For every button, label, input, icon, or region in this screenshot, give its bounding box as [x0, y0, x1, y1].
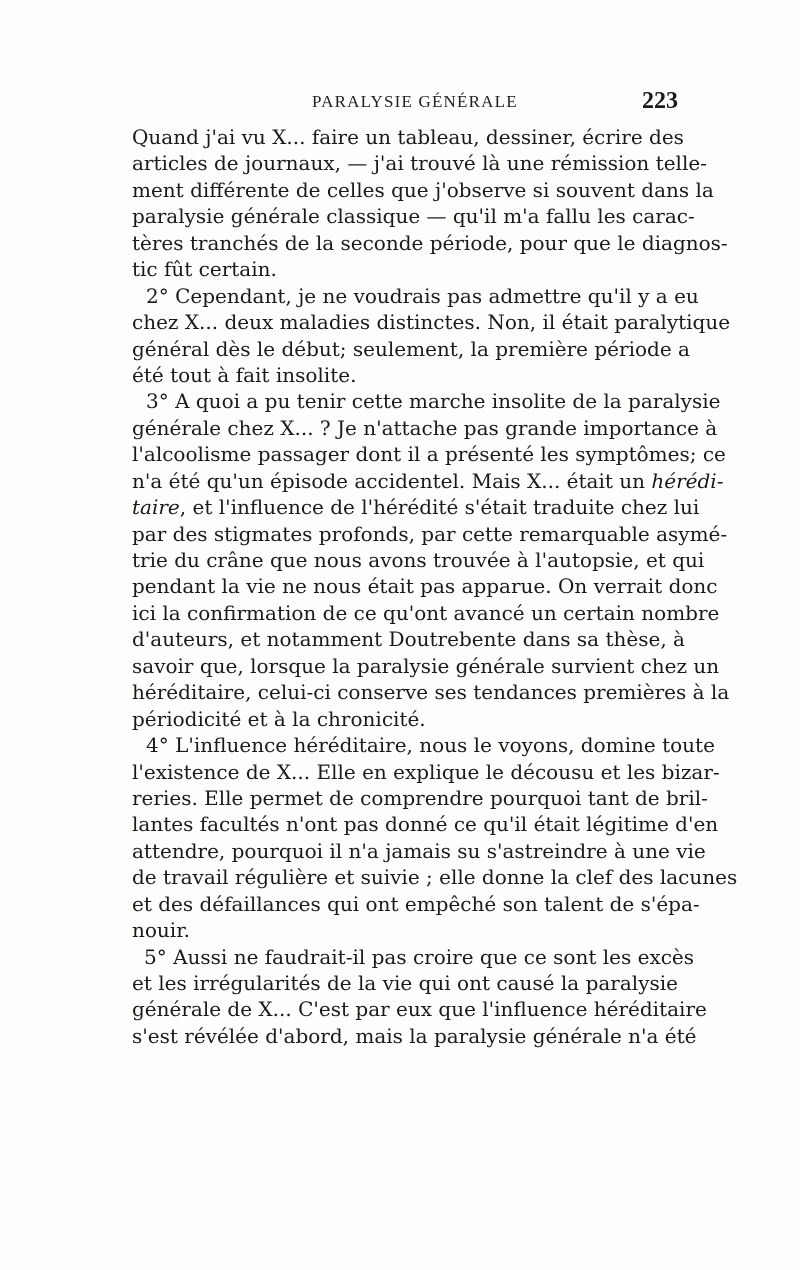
running-head: PARALYSIE GÉNÉRALE: [312, 92, 518, 111]
text-line: nouir.: [132, 918, 190, 943]
text-line: ici la confirmation de ce qu'ont avancé un certain nombre: [132, 600, 720, 625]
text-line: héréditaire, celui-ci conserve ses tendances premières à la: [132, 680, 730, 705]
text-line: général dès le début; seulement, la première période a: [132, 336, 690, 361]
text-line: 3° A quoi a pu tenir cette marche insolite de la paralysie: [146, 389, 721, 414]
text-line: été tout à fait insolite.: [132, 362, 357, 387]
text-line: articles de journaux, — j'ai trouvé là une rémission telle-: [132, 151, 707, 176]
text-line: 5° Aussi ne faudrait-il pas croire que ce sont les excès: [144, 944, 695, 969]
text-line: l'existence de X... Elle en explique le décousu et les bizar-: [132, 759, 720, 784]
text-line: périodicité et à la chronicité.: [132, 706, 426, 731]
text-line: d'auteurs, et notamment Doutrebente dans sa thèse, à: [132, 627, 685, 652]
italic-word: taire: [132, 495, 180, 520]
text-line: et des défaillances qui ont empêché son talent de s'épa-: [132, 891, 700, 916]
body-text: [132, 124, 738, 1049]
text-line: attendre, pourquoi il n'a jamais su s'astreindre à une vie: [132, 838, 706, 863]
italic-word: hérédi-: [651, 468, 724, 493]
page-number: 223: [642, 88, 678, 114]
text-line: 4° L'influence héréditaire, nous le voyons, domine toute: [146, 733, 715, 758]
text-line: générale chez X... ? Je n'attache pas grande importance à: [132, 415, 718, 440]
text-line: trie du crâne que nous avons trouvée à l'autopsie, et qui: [132, 548, 705, 572]
text-line: et les irrégularités de la vie qui ont causé la paralysie: [132, 971, 678, 995]
text-line: tères tranchés de la seconde période, pour que le diagnos-: [132, 230, 728, 255]
text-line: l'alcoolisme passager dont il a présenté les symptômes; ce: [132, 442, 726, 467]
text-line: reries. Elle permet de comprendre pourquoi tant de bril-: [132, 785, 708, 810]
text-line-part: n'a été qu'un épisode accidentel. Mais X... était un: [132, 468, 652, 493]
text-line: paralysie générale classique — qu'il m'a fallu les carac-: [132, 204, 695, 229]
text-line: lantes facultés n'ont pas donné ce qu'il était légitime d'en: [132, 812, 719, 837]
text-line: [132, 468, 724, 494]
page-header: [130, 88, 678, 120]
text-line: de travail régulière et suivie ; elle donne la clef des lacunes: [132, 865, 738, 890]
text-line: générale de X... C'est par eux que l'influence héréditaire: [132, 997, 707, 1022]
text-line: par des stigmates profonds, par cette remarquable asymé-: [132, 521, 728, 546]
text-line: Quand j'ai vu X... faire un tableau, dessiner, écrire des: [132, 125, 684, 149]
text-line: 2° Cependant, je ne voudrais pas admettre qu'il y a eu: [146, 283, 699, 308]
text-line: ment différente de celles que j'observe si souvent dans la: [132, 177, 714, 202]
text-line-part: , et l'influence de l'hérédité s'était traduite chez lui: [179, 495, 700, 520]
text-line: savoir que, lorsque la paralysie générale survient chez un: [132, 653, 720, 678]
text-line: pendant la vie ne nous était pas apparue. On verrait donc: [132, 574, 718, 599]
text-line: s'est révélée d'abord, mais la paralysie générale n'a été: [132, 1023, 697, 1048]
text-line: tic fût certain.: [132, 257, 277, 282]
text-line: [132, 494, 700, 520]
text-line: chez X... deux maladies distinctes. Non, il était paralytique: [132, 310, 731, 335]
